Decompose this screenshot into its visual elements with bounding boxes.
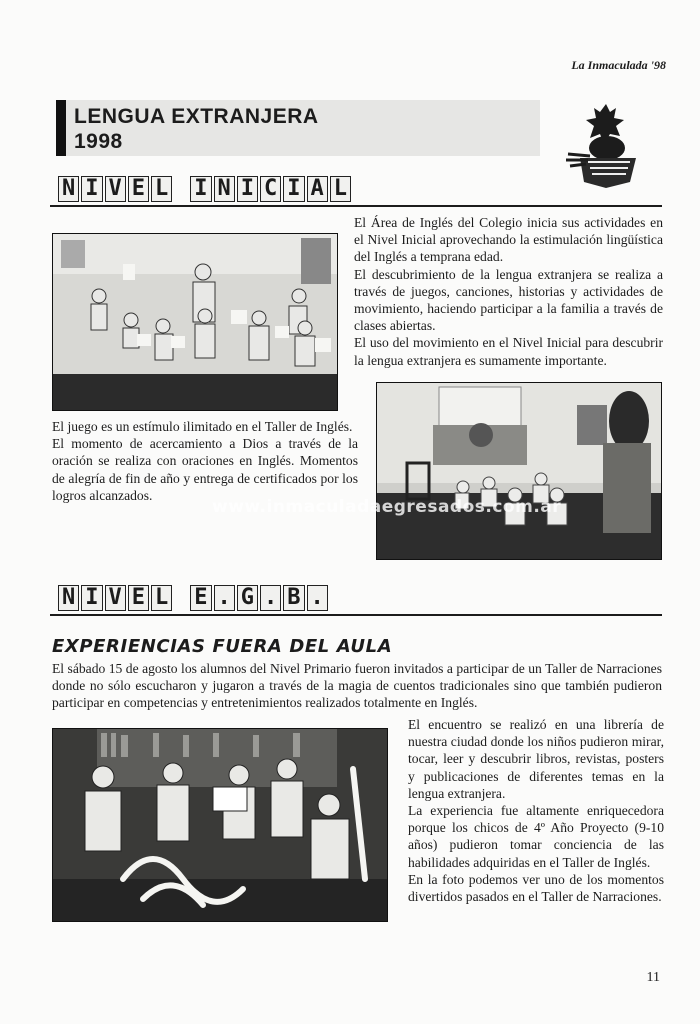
section-title-bar bbox=[56, 100, 66, 156]
eagle-shield-logo-icon bbox=[560, 96, 642, 192]
nivel-inicial-title bbox=[58, 176, 351, 202]
title-letter: E bbox=[190, 585, 211, 611]
title-letter: I bbox=[283, 176, 304, 202]
title-letter: L bbox=[151, 585, 172, 611]
title-letter: B bbox=[283, 585, 304, 611]
title-letter: . bbox=[214, 585, 235, 611]
title-letter: . bbox=[260, 585, 281, 611]
title-letter: N bbox=[214, 176, 235, 202]
site-watermark: www.inmaculadaegresados.com.ar bbox=[212, 497, 562, 517]
experiencias-paragraph: En la foto podemos ver uno de los momentos divertidos pasados en el Taller de Narraciones. bbox=[408, 871, 664, 905]
section-title bbox=[74, 104, 319, 154]
page-number: 11 bbox=[646, 970, 660, 985]
photo-bookstore-workshop bbox=[52, 728, 388, 922]
experiencias-text bbox=[408, 716, 664, 905]
experiencias-paragraph: La experiencia fue altamente enriquecedora porque los chicos de 4º Año Proyecto (9-10 años) pudieron tomar conciencia de las habilidades adquiridas en el Taller de Inglés. bbox=[408, 803, 664, 870]
section-title-line1: LENGUA EXTRANJERA bbox=[74, 105, 319, 128]
title-letter: V bbox=[105, 176, 126, 202]
title-letter: G bbox=[237, 585, 258, 611]
title-letter: E bbox=[128, 176, 149, 202]
title-letter: I bbox=[81, 585, 102, 611]
title-letter: N bbox=[58, 176, 79, 202]
nivel-inicial-paragraph: El descubrimiento de la lengua extranjera se realiza a través de juegos, canciones, historias y actividades de movimiento, haciendo participar a la familia a través de clases abiertas. bbox=[354, 266, 663, 334]
title-letter: L bbox=[330, 176, 351, 202]
caption-paragraph: El momento de acercamiento a Dios a través de la oración se realiza con oraciones en Inglés. Momentos de alegría de fin de año y entrega de certificados por los logros alcanzados. bbox=[52, 436, 358, 503]
photo-classroom-story bbox=[376, 382, 662, 560]
experiencias-intro: El sábado 15 de agosto los alumnos del Nivel Primario fueron invitados a participar de un Taller de Narraciones donde no sólo escucharon y jugaron a través de la magia de cuentos tradicionales sino que también pudieron participar en competencias y entretenimientos realizados totalmente en Inglés. bbox=[52, 661, 662, 711]
title-letter: E bbox=[128, 585, 149, 611]
photo-children-certificates bbox=[52, 233, 338, 411]
title-letter: V bbox=[105, 585, 126, 611]
nivel-inicial-caption bbox=[52, 418, 358, 504]
caption-paragraph: El juego es un estímulo ilimitado en el Taller de Inglés. bbox=[52, 419, 353, 434]
title-letter: I bbox=[190, 176, 211, 202]
experiencias-paragraph: El encuentro se realizó en una librería de nuestra ciudad donde los niños pudieron mirar, tocar, leer y descubrir libros, revistas, posters y publicaciones de diferentes temas en la lengua extranjera. bbox=[408, 717, 664, 801]
nivel-egb-title bbox=[58, 585, 328, 611]
nivel-inicial-paragraph: El Área de Inglés del Colegio inicia sus actividades en el Nivel Inicial aprovechando la estimulación lingüística del Inglés a temprana edad. bbox=[354, 215, 663, 265]
nivel-inicial-text bbox=[354, 214, 663, 369]
title-letter: . bbox=[307, 585, 328, 611]
experiencias-title: EXPERIENCIAS FUERA DEL AULA bbox=[52, 636, 393, 657]
title-letter: N bbox=[58, 585, 79, 611]
nivel-inicial-rule bbox=[50, 205, 662, 207]
title-letter: I bbox=[81, 176, 102, 202]
title-letter: L bbox=[151, 176, 172, 202]
nivel-egb-rule bbox=[50, 614, 662, 616]
title-letter: A bbox=[307, 176, 328, 202]
title-letter: C bbox=[260, 176, 281, 202]
nivel-inicial-paragraph: El uso del movimiento en el Nivel Inicial para descubrir la lengua extranjera es sumamente importante. bbox=[354, 335, 663, 368]
title-letter: I bbox=[237, 176, 258, 202]
publication-header: La Inmaculada '98 bbox=[571, 58, 666, 72]
section-title-line2: 1998 bbox=[74, 130, 123, 153]
